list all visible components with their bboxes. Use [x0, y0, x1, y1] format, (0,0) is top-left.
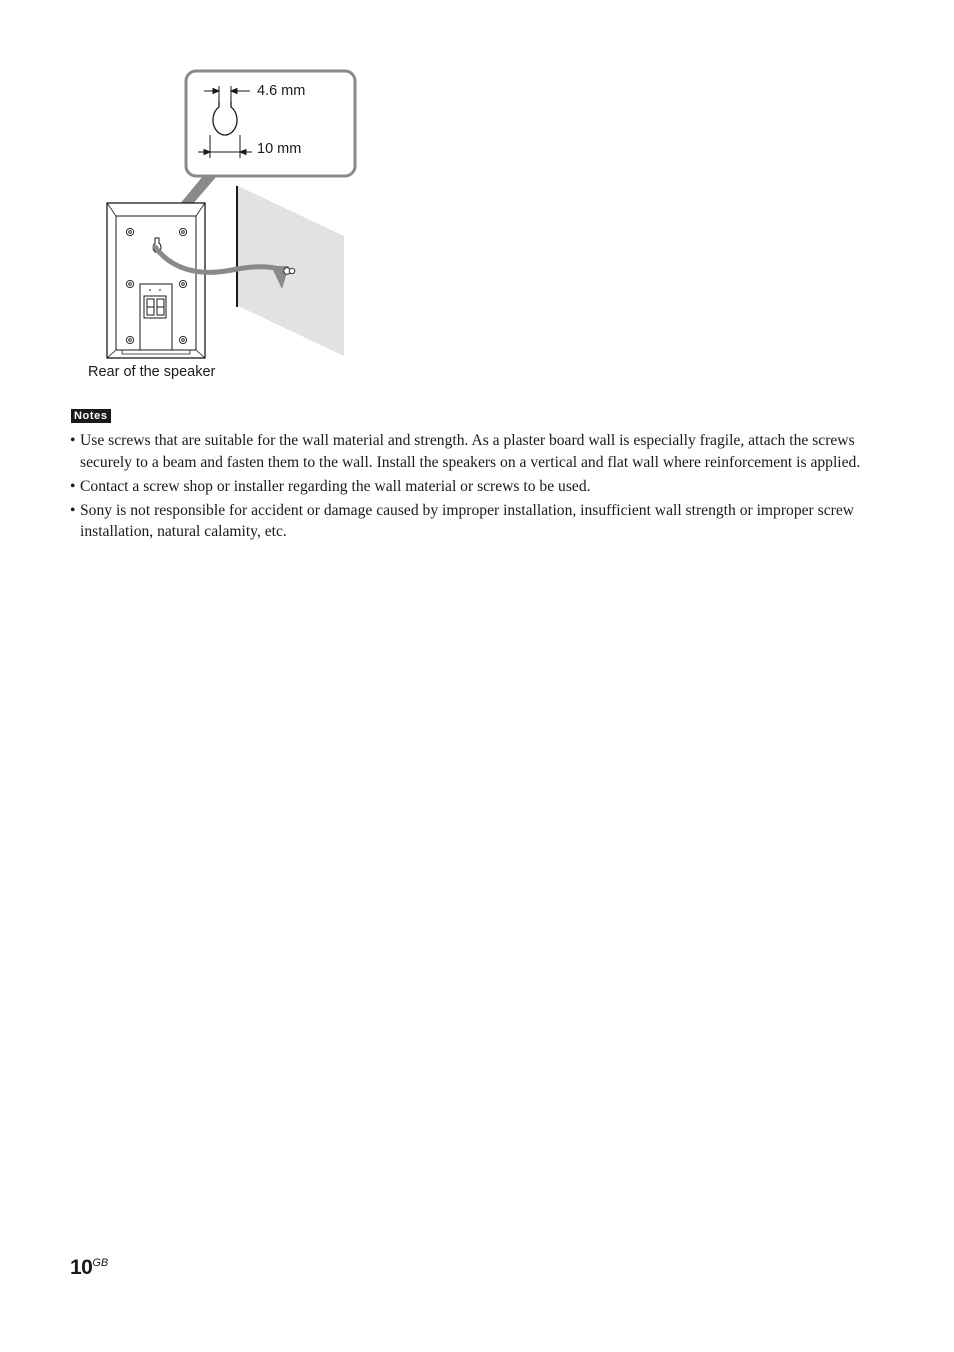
note-item: • Use screws that are suitable for the wall material and strength. As a plaster board wall is especially fragile, attach the screws securely to a beam and fasten them to the wall. Install the speakers on a vertical and flat wall where reinforcement is applied.	[70, 430, 870, 473]
notes-list	[70, 430, 870, 545]
dimension-label-small: 4.6 mm	[257, 83, 306, 99]
page-number-value: 10	[70, 1256, 93, 1279]
notes-badge: Notes	[71, 409, 111, 423]
page-number-suffix: GB	[92, 1257, 109, 1269]
wall-mount-illustration	[0, 0, 954, 400]
terminal-block	[140, 284, 172, 350]
wall-screw-icon	[284, 268, 295, 275]
note-item: • Contact a screw shop or installer regarding the wall material or screws to be used.	[70, 476, 870, 498]
note-item: • Sony is not responsible for accident or damage caused by improper installation, insufficient wall strength or improper screw installation, natural calamity, etc.	[70, 500, 870, 543]
dimension-label-large: 10 mm	[257, 141, 302, 157]
page-number	[70, 1256, 108, 1280]
figure-caption: Rear of the speaker	[88, 364, 216, 380]
wall-mount-figure	[0, 0, 954, 400]
